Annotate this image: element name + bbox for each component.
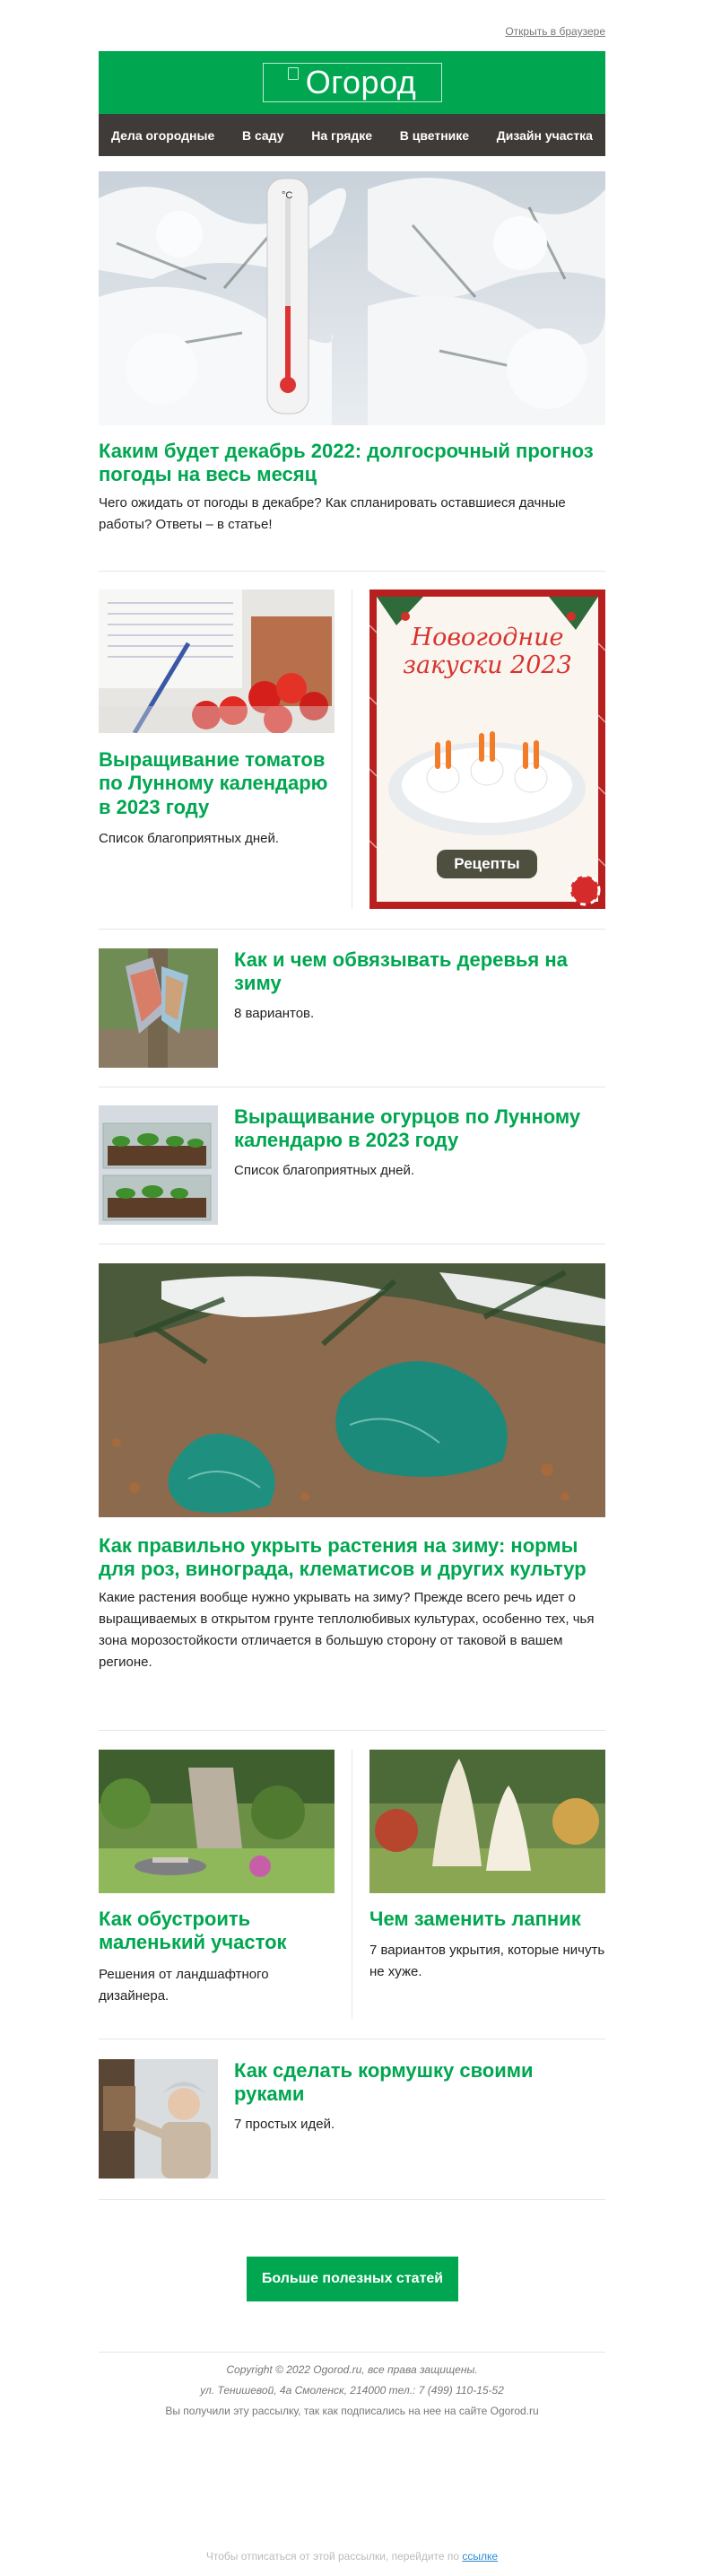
lapnik-title[interactable]: Чем заменить лапник bbox=[369, 1908, 581, 1930]
small-plot-text: Решения от ландшафтного дизайнера. bbox=[99, 1966, 269, 2004]
cover-plants-image[interactable] bbox=[99, 1263, 605, 1517]
divider bbox=[99, 929, 605, 930]
feeder-image[interactable] bbox=[99, 2059, 218, 2179]
trees-text: 8 вариантов. bbox=[234, 1005, 315, 1021]
nav-item-landscape-design[interactable]: Дизайн участка bbox=[496, 127, 593, 143]
cucumbers-title[interactable]: Выращивание огурцов по Лунному календарю в 2023 году bbox=[234, 1105, 581, 1152]
logo-text: Огород bbox=[305, 64, 417, 100]
small-plot-image[interactable] bbox=[99, 1750, 335, 1893]
cucumbers-text: Список благоприятных дней. bbox=[234, 1162, 415, 1178]
main-nav bbox=[99, 114, 605, 156]
tomatoes-image[interactable] bbox=[99, 589, 335, 733]
unsubscribe-text: Чтобы отписаться от этой рассылки, перейдите по bbox=[205, 2550, 460, 2563]
lapnik-image[interactable] bbox=[369, 1750, 605, 1893]
svg-text:°C: °C bbox=[282, 190, 293, 201]
cover-title[interactable]: Как правильно укрыть растения на зиму: нормы для роз, винограда, клематисов и других культур bbox=[99, 1534, 587, 1581]
footer-copyright: Copyright © 2022 Ogorod.ru, все права защищены. bbox=[226, 2363, 478, 2376]
trees-title[interactable]: Как и чем обвязывать деревья на зиму bbox=[234, 948, 568, 995]
more-articles-button[interactable]: Больше полезных статей bbox=[247, 2257, 458, 2301]
divider bbox=[99, 2352, 605, 2353]
divider bbox=[99, 571, 605, 572]
footer-address: ул. Тенишевой, 4а Смоленск, 214000 тел.: 7 (499) 110-15-52 bbox=[200, 2383, 504, 2397]
tomatoes-title[interactable]: Выращивание томатов по Лунному календарю в 2023 году bbox=[99, 748, 328, 818]
hero-text: Чего ожидать от погоды в декабре? Как спланировать оставшиеся дачные работы? Ответы – в статье! bbox=[99, 494, 566, 532]
footer bbox=[99, 2360, 605, 2421]
unsubscribe-link[interactable]: ссылке bbox=[462, 2550, 499, 2563]
nav-item-garden-work[interactable]: Дела огородные bbox=[111, 127, 215, 143]
footer-subscription-reason: Вы получили эту рассылку, так как подписались на нее на сайте Ogorod.ru bbox=[165, 2404, 539, 2417]
feeder-title[interactable]: Как сделать кормушку своими руками bbox=[234, 2059, 534, 2106]
divider bbox=[99, 2199, 605, 2200]
promo-banner-new-year-snacks[interactable] bbox=[369, 589, 605, 909]
hero-image-thermometer-snow[interactable] bbox=[99, 171, 605, 425]
promo-recipes-button[interactable]: Рецепты bbox=[437, 850, 537, 878]
hero-title[interactable]: Каким будет декабрь 2022: долгосрочный прогноз погоды на весь месяц bbox=[99, 440, 594, 486]
tomatoes-text: Список благоприятных дней. bbox=[99, 831, 280, 847]
cover-text: Какие растения вообще нужно укрывать на зиму? Прежде всего речь идет о выращиваемых в открытом грунте теплолюбивых культурах, особенно тех, чья зона морозостойкости отличается в большую сторону от таковой в вашем регионе. bbox=[99, 1589, 595, 1670]
open-in-browser-link[interactable]: Открыть в браузере bbox=[505, 25, 605, 38]
cucumbers-image[interactable] bbox=[99, 1105, 218, 1225]
promo-heading-line2: закуски 2023 bbox=[403, 651, 572, 680]
feeder-text: 7 простых идей. bbox=[234, 2116, 335, 2132]
logo[interactable] bbox=[263, 63, 442, 102]
lapnik-text: 7 вариантов укрытия, которые ничуть не хуже. bbox=[369, 1943, 605, 1980]
nav-item-vegetable-bed[interactable]: На грядке bbox=[311, 127, 373, 143]
promo-heading-line1: Новогодние bbox=[411, 624, 564, 651]
header-banner bbox=[99, 51, 605, 114]
nav-item-orchard[interactable]: В саду bbox=[241, 127, 284, 143]
nav-item-flower-garden[interactable]: В цветнике bbox=[399, 127, 470, 143]
divider bbox=[99, 1730, 605, 1731]
trees-wrap-image[interactable] bbox=[99, 948, 218, 1068]
broken-image-icon bbox=[288, 67, 299, 80]
small-plot-title[interactable]: Как обустроить маленький участок bbox=[99, 1908, 287, 1954]
unsubscribe-line bbox=[0, 2550, 704, 2563]
